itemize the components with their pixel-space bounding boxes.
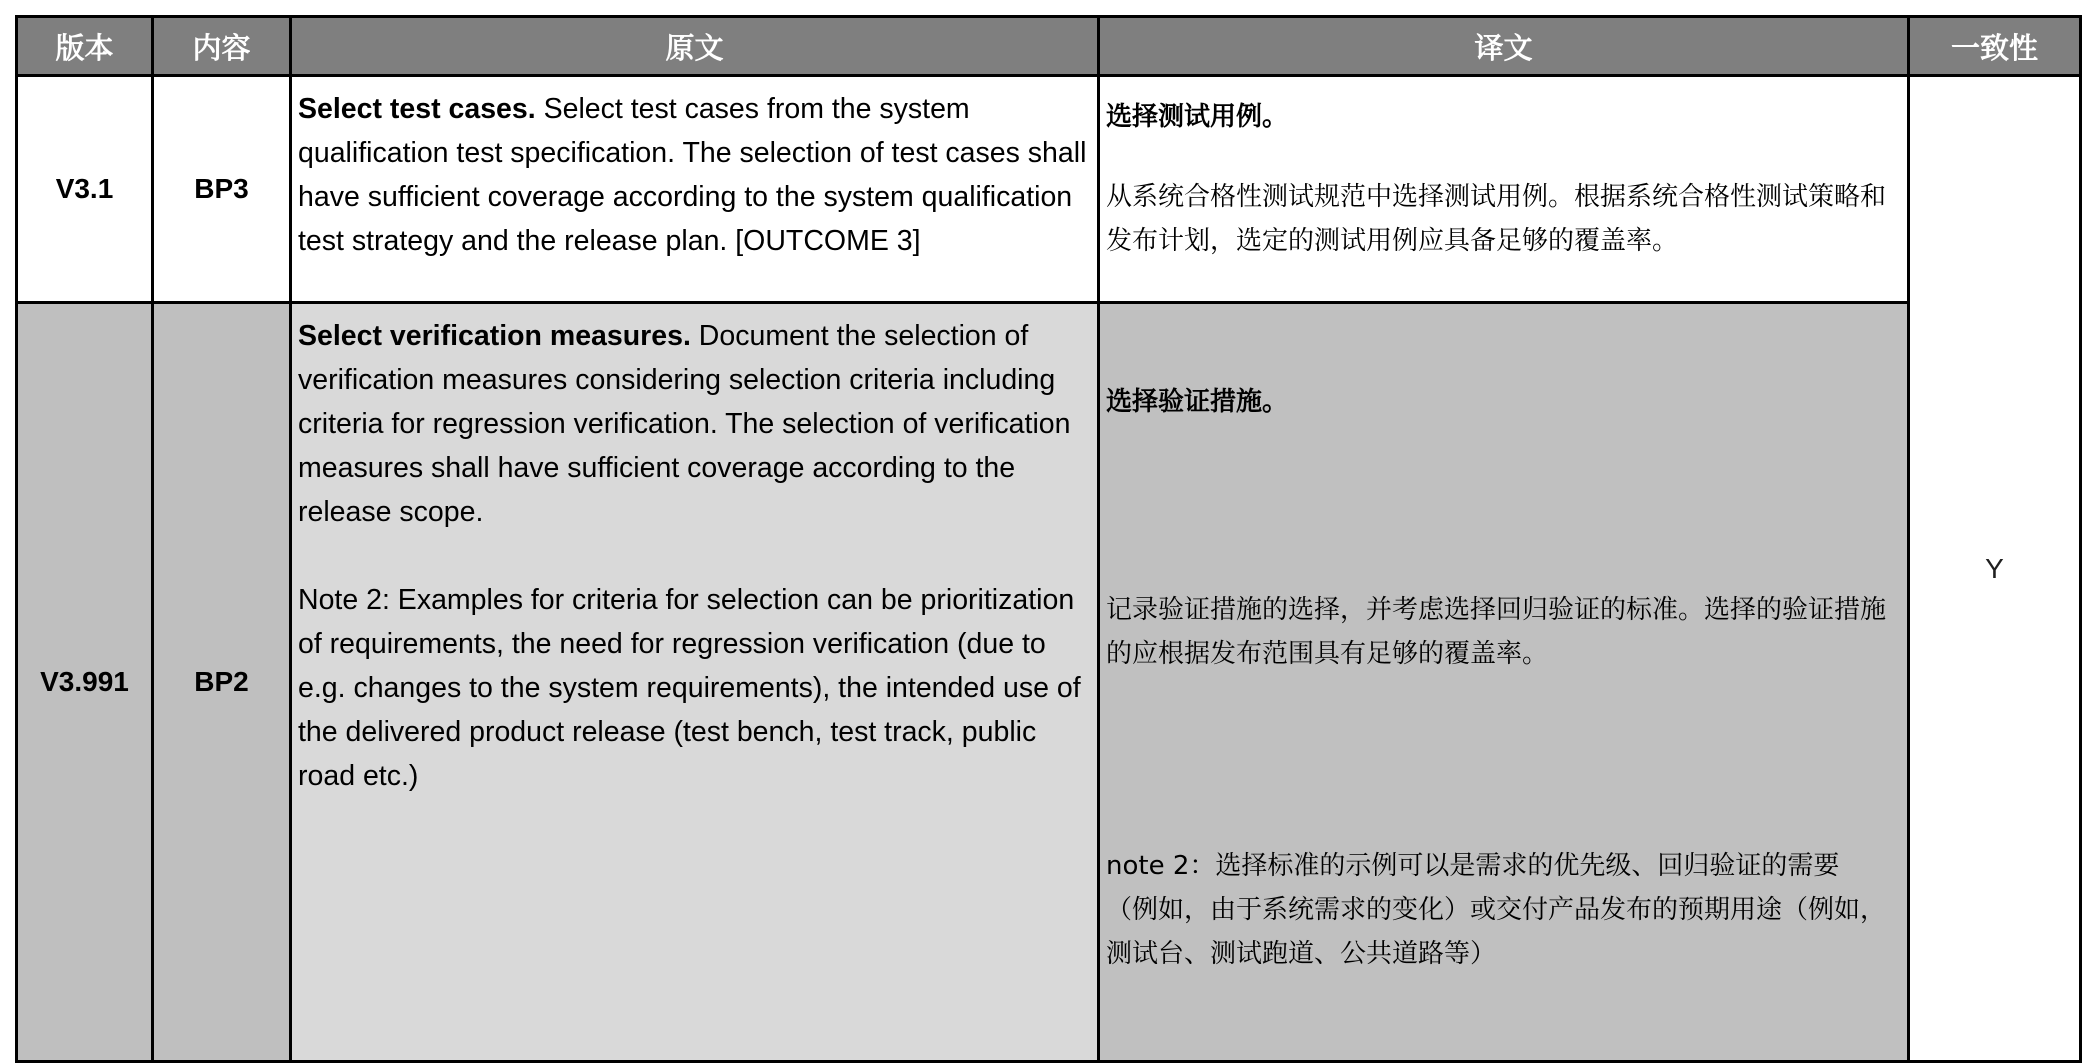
content-cell[interactable]: BP3	[153, 76, 291, 303]
translation-title: 选择验证措施。	[1106, 387, 1289, 417]
version-cell[interactable]: V3.991	[17, 303, 153, 1062]
original-cell[interactable]	[291, 303, 1099, 1062]
original-text	[298, 314, 1093, 534]
content-cell[interactable]: BP2	[153, 303, 291, 1062]
consistency-cell[interactable]: Y	[1909, 76, 2081, 1062]
translation-cell[interactable]	[1099, 303, 1909, 1062]
translation-title: 选择测试用例。	[1106, 102, 1289, 132]
original-text	[298, 87, 1093, 263]
header-row	[17, 17, 2081, 76]
original-body: Select test cases from the system qualification test specification. The selection of test cases shall have sufficient coverage according to the system qualification test strategy and the release plan. [OUTCOME 3]	[298, 93, 1087, 257]
comparison-table	[15, 15, 2082, 1063]
header-content: 内容	[153, 17, 291, 76]
header-version: 版本	[17, 17, 153, 76]
header-translation: 译文	[1099, 17, 1909, 76]
translation-body: 记录验证措施的选择，并考虑选择回归验证的标准。选择的验证措施的应根据发布范围具有足够的覆盖率。	[1106, 595, 1887, 669]
translation-note: note 2：选择标准的示例可以是需求的优先级、回归验证的需要（例如，由于系统需求的变化）或交付产品发布的预期用途（例如，测试台、测试跑道、公共道路等）	[1106, 851, 1887, 969]
original-note: Note 2: Examples for criteria for selection can be prioritization of requirements, the need for regression verification (due to e.g. changes to the system requirements), the intended use of the delivered product release (test bench, test track, public road etc.)	[298, 584, 1081, 792]
paragraph-gap	[298, 534, 1093, 578]
version-cell[interactable]: V3.1	[17, 76, 153, 303]
original-body: Document the selection of verification measures considering selection criteria including criteria for regression verification. The selection of verification measures shall have sufficient coverage according to the release scope.	[298, 320, 1071, 528]
header-consistency: 一致性	[1909, 17, 2081, 76]
translation-cell[interactable]	[1099, 76, 1909, 303]
original-cell[interactable]	[291, 76, 1099, 303]
original-title: Select test cases.	[298, 93, 536, 125]
header-original: 原文	[291, 17, 1099, 76]
table-row	[17, 76, 2081, 303]
translation-body: 从系统合格性测试规范中选择测试用例。根据系统合格性测试策略和发布计划，选定的测试用例应具备足够的覆盖率。	[1106, 182, 1887, 256]
original-title: Select verification measures.	[298, 320, 691, 352]
table-row	[17, 303, 2081, 1062]
